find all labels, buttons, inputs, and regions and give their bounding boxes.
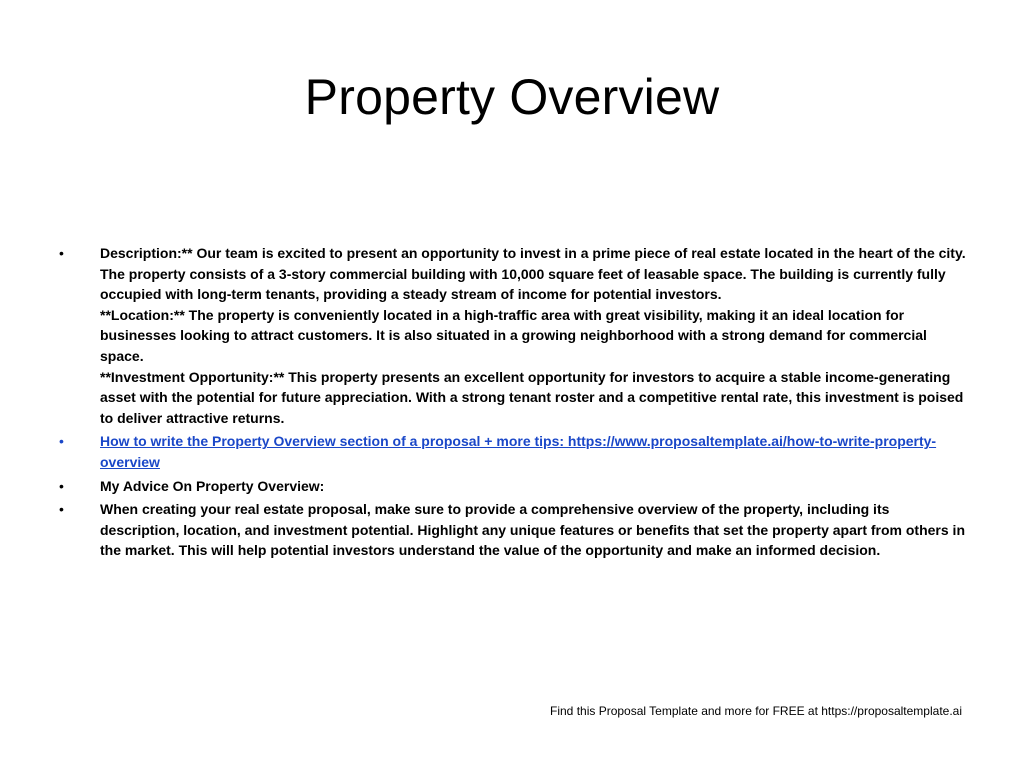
- bullet-marker: •: [59, 477, 64, 494]
- advice-heading: My Advice On Property Overview:: [100, 477, 325, 494]
- bullet-item-link: [56, 431, 968, 472]
- footer-note: Find this Proposal Template and more for FREE at https://proposaltemplate.ai: [550, 704, 962, 718]
- bullet-marker: •: [59, 501, 64, 518]
- bullet-marker: •: [59, 433, 64, 450]
- bullet-list: [56, 243, 968, 564]
- location-paragraph: **Location:** The property is conveniently located in a high-traffic area with great visibility, making it an ideal location for businesses looking to attract customers. It is also situated in a growing neighborhood with a strong demand for commercial space.: [100, 306, 927, 364]
- property-overview-guide-link[interactable]: How to write the Property Overview section of a proposal + more tips: https://www.proposaltemplate.ai/how-to-write-property-overview: [100, 433, 937, 470]
- bullet-item-advice-body: [56, 499, 968, 561]
- bullet-item-advice-heading: [56, 476, 968, 497]
- description-paragraph: Description:** Our team is excited to present an opportunity to invest in a prime piece of real estate located in the heart of the city. The property consists of a 3-story commercial building with 10,000 square feet of leasable space. The building is currently fully occupied with long-term tenants, providing a steady stream of income for potential investors.: [100, 245, 966, 303]
- advice-body: When creating your real estate proposal, make sure to provide a comprehensive overview of the property, including its description, location, and investment potential. Highlight any unique features or benefits that set the property apart from others in the market. This will help potential investors understand the value of the opportunity and make an informed decision.: [100, 501, 965, 559]
- slide-title: Property Overview: [304, 69, 720, 125]
- bullet-item-description: [56, 243, 968, 428]
- bullet-marker: •: [59, 245, 64, 261]
- investment-paragraph: **Investment Opportunity:** This property presents an excellent opportunity for investors to acquire a stable income-generating asset with the potential for future appreciation. With a strong tenant roster and a competitive rental rate, this investment is poised to deliver attractive returns.: [100, 368, 964, 426]
